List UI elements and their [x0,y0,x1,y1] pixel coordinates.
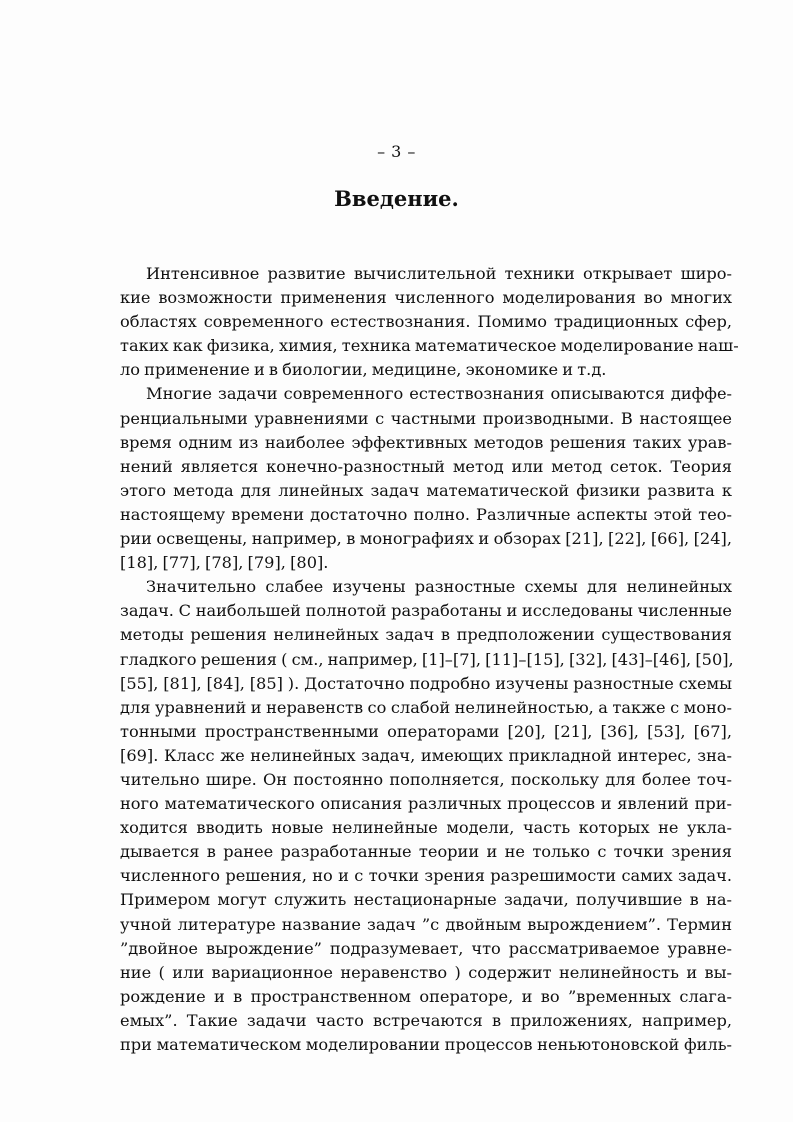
text-line: учной литературе название задач ”с двойным вырождением”. Термин [120,914,732,934]
text-line: ходится вводить новые нелинейные модели, часть которых не укла- [120,818,732,838]
paragraph [120,575,732,1057]
page-number: – 3 – [377,142,416,161]
text-line: ”двойное вырождение” подразумевает, что рассматриваемое уравне- [120,938,732,958]
text-line: Многие задачи современного естествознания описываются диффе- [146,384,732,404]
text-line: для уравнений и неравенств со слабой нелинейностью, а также с моно- [120,697,732,717]
text-line: настоящему времени достаточно полно. Различные аспекты этой тео- [120,504,732,524]
paragraph [120,382,732,575]
text-line: Значительно слабее изучены разностные схемы для нелинейных [146,577,732,597]
text-line: ние ( или вариационное неравенство ) содержит нелинейность и вы- [120,962,732,982]
text-line: кие возможности применения численного моделирования во многих [120,288,732,308]
text-line: гладкого решения ( см., например, [1]–[7], [11]–[15], [32], [43]–[46], [50], [120,649,734,669]
text-line: областях современного естествознания. Помимо традиционных сфер, [120,312,732,332]
text-line: емых”. Такие задачи часто встречаются в приложениях, например, [120,1010,732,1030]
text-line: задач. С наибольшей полнотой разработаны и исследованы численные [120,601,732,621]
text-line: [69]. Класс же нелинейных задач, имеющих прикладной интерес, зна- [120,745,732,765]
text-line: [18], [77], [78], [79], [80]. [120,553,329,573]
text-line: этого метода для линейных задач математической физики развита к [120,480,732,500]
text-line: дывается в ранее разработанные теории и не только с точки зрения [120,842,732,862]
section-heading: Введение. [334,186,459,211]
text-line: время одним из наиболее эффективных методов решения таких урав- [120,432,732,452]
text-line: рождение и в пространственном операторе, и во ”временных слага- [120,986,732,1006]
text-line: нений является конечно-разностный метод или метод сеток. Теория [120,456,732,476]
text-line: Интенсивное развитие вычислительной техники открывает широ- [146,264,732,283]
text-line: [55], [81], [84], [85] ). Достаточно подробно изучены разностные схемы [120,673,732,693]
text-line: при математическом моделировании процессов неньютоновской филь- [120,1035,732,1054]
text-line: методы решения нелинейных задач в предположении существования [120,625,732,645]
text-line: ренциальными уравнениями с частными производными. В настоящее [120,408,732,428]
text-line: рии освещены, например, в монографиях и обзорах [21], [22], [66], [24], [120,529,732,549]
text-line: чительно шире. Он постоянно пополняется, поскольку для более точ- [120,769,732,789]
text-line: ного математического описания различных процессов и явлений при- [120,794,732,814]
body-text [120,262,739,1057]
text-line: Примером могут служить нестационарные задачи, получившие в на- [120,890,732,910]
text-line: таких как физика, химия, техника математическое моделирование наш- [120,336,739,356]
paragraph [120,262,739,382]
text-line: численного решения, но и с точки зрения разрешимости самих задач. [120,866,732,886]
text-line: тонными пространственными операторами [20], [21], [36], [53], [67], [120,721,732,741]
text-line: ло применение и в биологии, медицине, экономике и т.д. [120,360,607,380]
